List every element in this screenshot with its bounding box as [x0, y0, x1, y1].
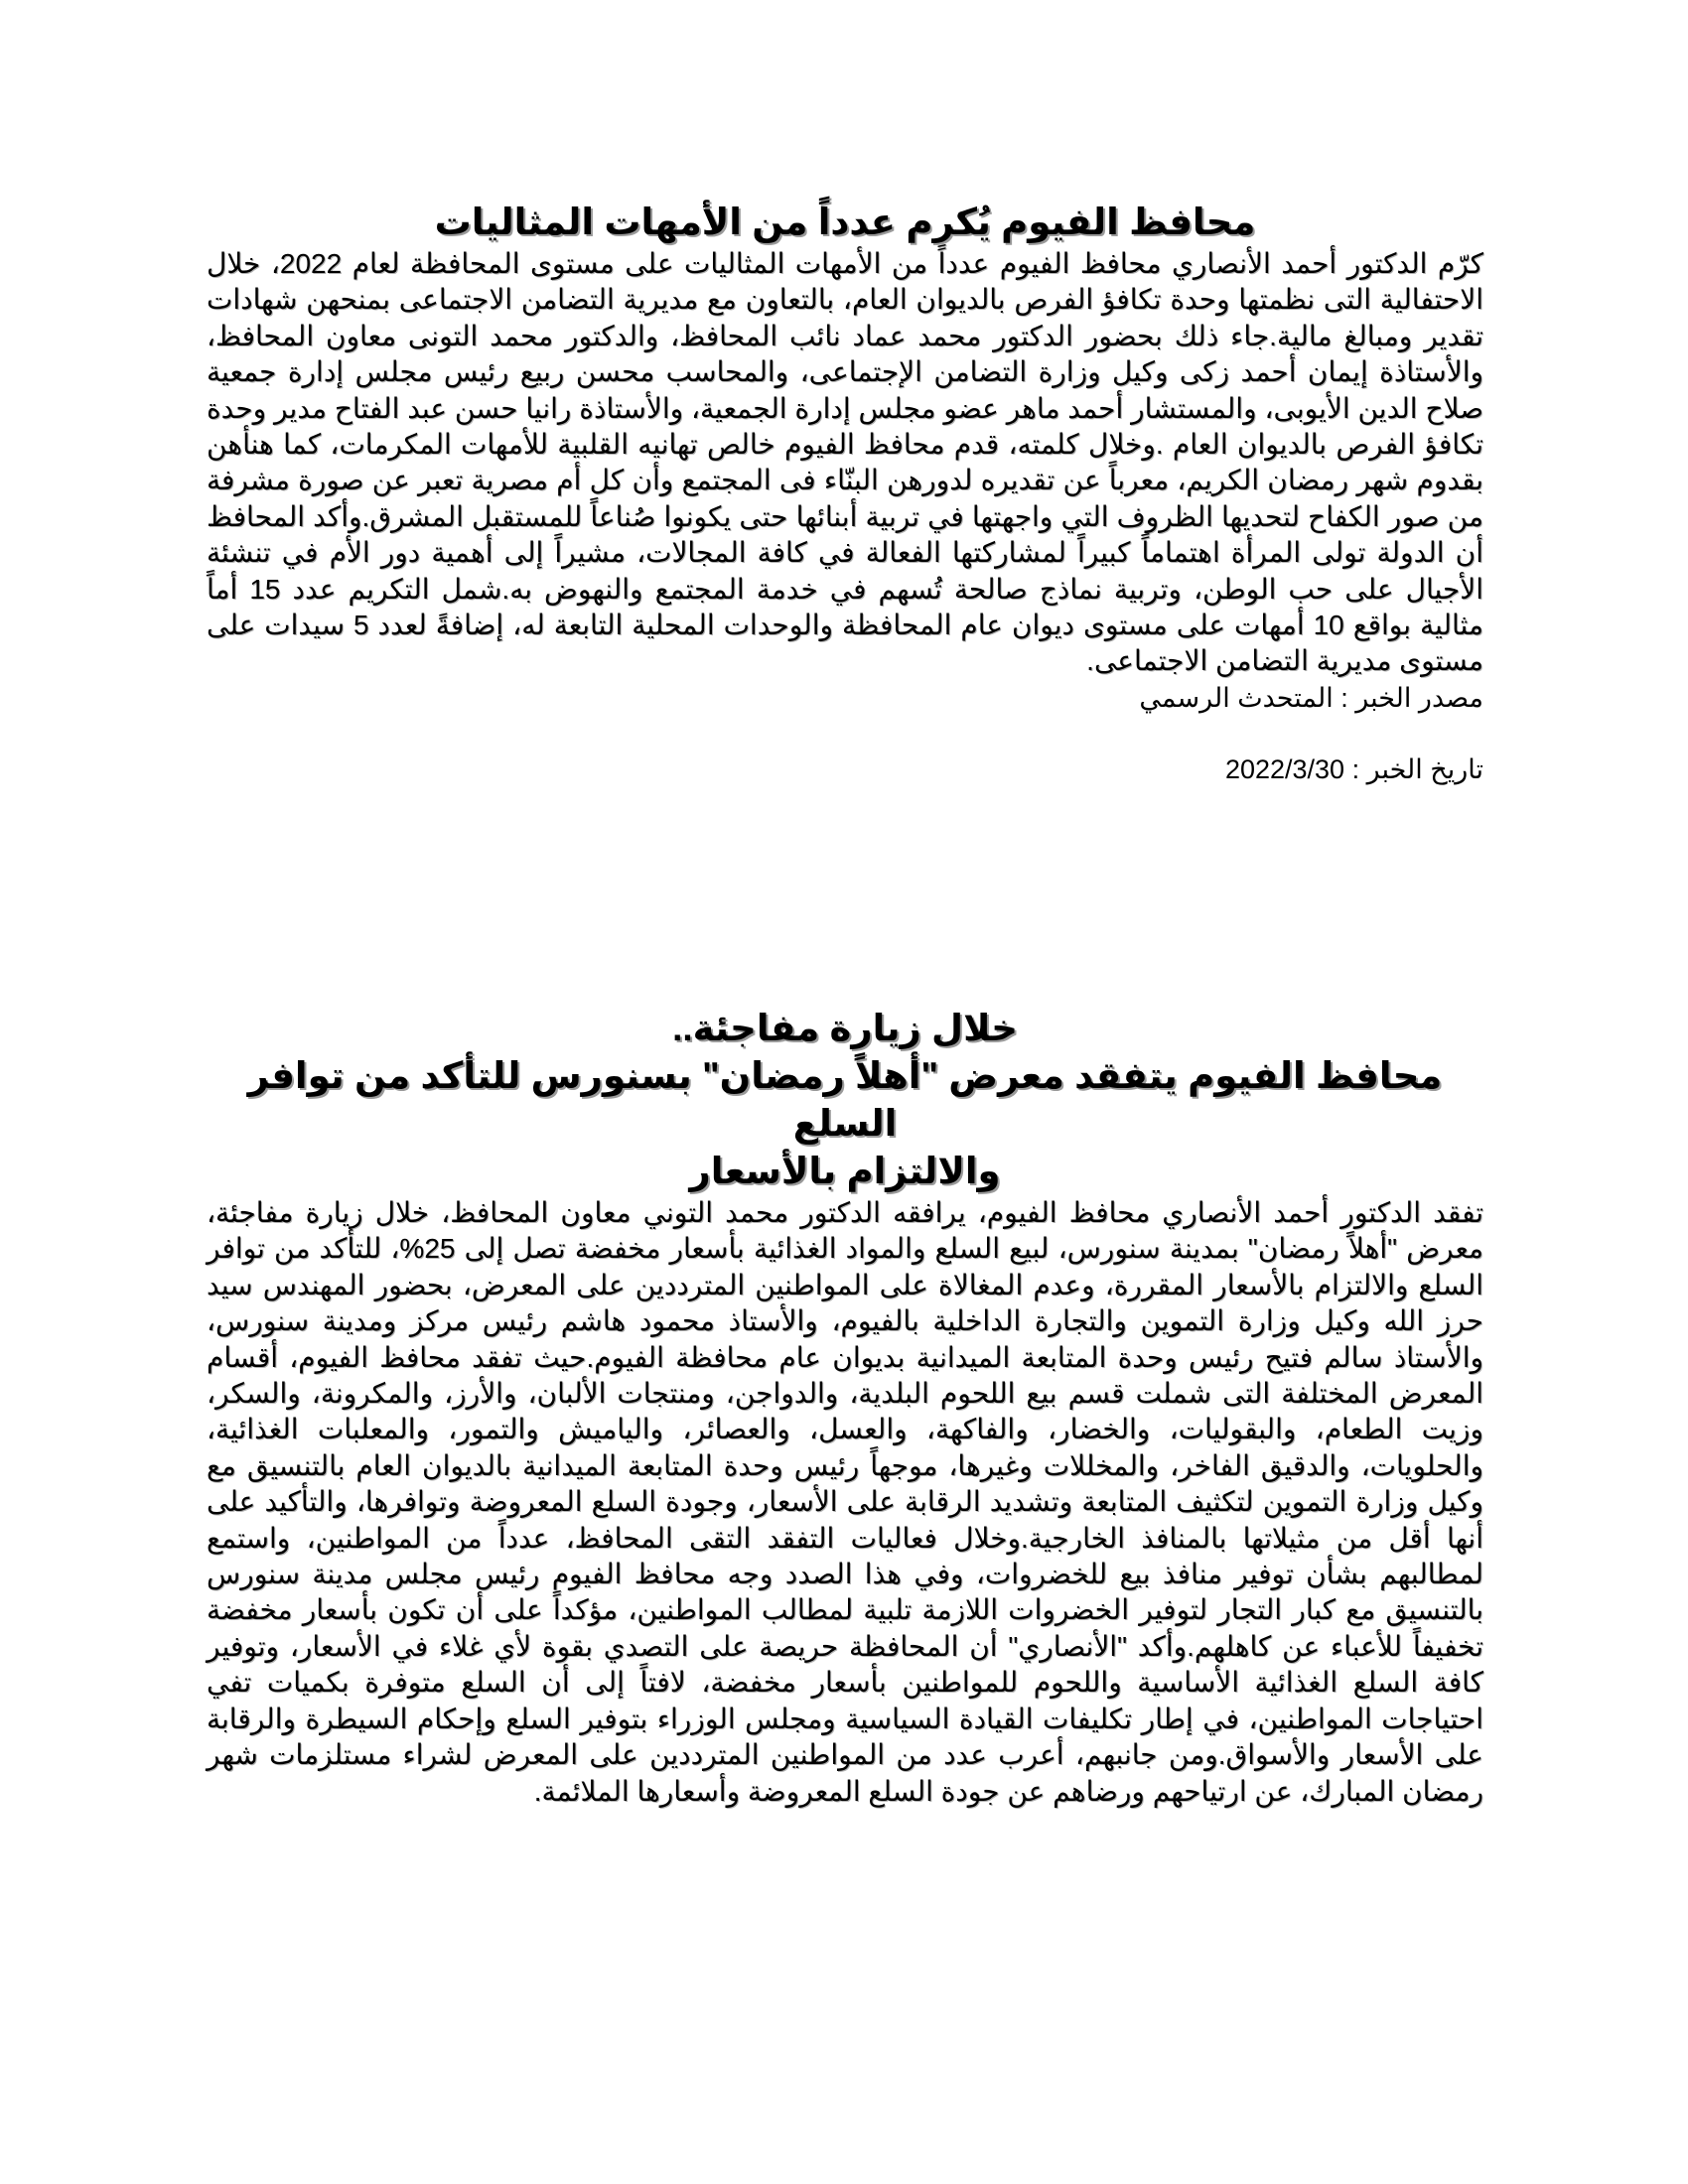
article-body: كرّم الدكتور أحمد الأنصاري محافظ الفيوم عدداً من الأمهات المثاليات على مستوى المحافظة لعام 2022، خلال الاحتفالية التى نظمتها وحدة تكافؤ الفرص بالديوان العام، بالتعاون مع مديرية التضامن الاجتماعى بمنحهن شهادات تقدير ومبالغ مالية.جاء ذلك بحضور الدكتور محمد عماد نائب المحافظ، والدكتور محمد التونى معاون المحافظ، والأستاذة إيمان أحمد زكى وكيل وزارة التضامن الإجتماعى، والمحاسب محسن ربيع رئيس مجلس إدارة جمعية صلاح الدين الأيوبى، والمستشار أحمد ماهر عضو مجلس إدارة الجمعية، والأستاذة رانيا حسن عبد الفتاح مدير وحدة تكافؤ الفرص بالديوان العام .وخلال كلمته، قدم محافظ الفيوم خالص تهانيه القلبية للأمهات المكرمات، كما هنأهن بقدوم شهر رمضان الكريم، معرباً عن تقديره لدورهن البنّاء فى المجتمع وأن كل أم مصرية تعبر عن صورة مشرفة من صور الكفاح لتحديها الظروف التي واجهتها في تربية أبنائها حتى يكونوا صُناعاً للمستقبل المشرق.وأكد المحافظ أن الدولة تولى المرأة اهتماماً كبيراً لمشاركتها الفعالة في كافة المجالات، مشيراً إلى أهمية دور الأم في تنشئة الأجيال على حب الوطن، وتربية نماذج صالحة تُسهم في خدمة المجتمع والنهوض به.شمل التكريم عدد 15 أماً مثالية بواقع 10 أمهات على مستوى ديوان عام المحافظة والوحدات المحلية التابعة له، إضافةً لعدد 5 سيدات على مستوى مديرية التضامن الاجتماعى.	[207, 248, 1483, 677]
article-title	[207, 199, 1483, 246]
news-date: تاريخ الخبر : 2022/3/30	[1224, 753, 1483, 784]
article-title	[207, 1005, 1483, 1195]
title-kicker: خلال زيارة مفاجئة..	[672, 1008, 1018, 1048]
title-line: والالتزام بالأسعار	[689, 1151, 1001, 1191]
article-mothers-honoring	[207, 199, 1483, 787]
article-ramadan-exhibition	[207, 1005, 1483, 1810]
title-line: محافظ الفيوم يُكرم عدداً من الأمهات المثاليات	[434, 202, 1256, 242]
title-line: محافظ الفيوم يتفقد معرض "أهلاً رمضان" بسنورس للتأكد من توافر السلع	[247, 1055, 1443, 1144]
spacer	[207, 716, 1483, 751]
article-body: تفقد الدكتور أحمد الأنصاري محافظ الفيوم، يرافقه الدكتور محمد التوني معاون المحافظ، خلال زيارة مفاجئة، معرض "أهلاً رمضان" بمدينة سنورس، لبيع السلع والمواد الغذائية بأسعار مخفضة تصل إلى 25%، للتأكد من توافر السلع والالتزام بالأسعار المقررة، وعدم المغالاة على المواطنين المترددين على المعرض، بحضور المهندس سيد حرز الله وكيل وزارة التموين والتجارة الداخلية بالفيوم، والأستاذ محمود هاشم رئيس مركز ومدينة سنورس، والأستاذ سالم فتيح رئيس وحدة المتابعة الميدانية بديوان عام محافظة الفيوم.حيث تفقد محافظ الفيوم، أقسام المعرض المختلفة التى شملت قسم بيع اللحوم البلدية، والدواجن، ومنتجات الألبان، والأرز، والمكرونة، والسكر، وزيت الطعام، والبقوليات، والخضار، والفاكهة، والعسل، والعصائر، والياميش والتمور، والمعلبات الغذائية، والحلويات، والدقيق الفاخر، والمخللات وغيرها، موجهاً رئيس وحدة المتابعة الميدانية بالديوان العام بالتنسيق مع وكيل وزارة التموين لتكثيف المتابعة وتشديد الرقابة على الأسعار، وجودة السلع المعروضة وتوافرها، والتأكيد على أنها أقل من مثيلاتها بالمنافذ الخارجية.وخلال فعاليات التفقد التقى المحافظ، عدداً من المواطنين، واستمع لمطالبهم بشأن توفير منافذ بيع للخضروات، وفي هذا الصدد وجه محافظ الفيوم رئيس مجلس مدينة سنورس بالتنسيق مع كبار التجار لتوفير الخضروات اللازمة تلبية لمطالب المواطنين، مؤكداً على أن تكون بأسعار مخفضة تخفيفاً للأعباء عن كاهلهم.وأكد "الأنصاري" أن المحافظة حريصة على التصدي بقوة لأي غلاء في الأسعار، وتوفير كافة السلع الغذائية الأساسية واللحوم للمواطنين بأسعار مخفضة، لافتاً إلى أن السلع متوفرة بكميات تفي احتياجات المواطنين، في إطار تكليفات القيادة السياسية ومجلس الوزراء بتوفير السلع وإحكام السيطرة والرقابة على الأسعار والأسواق.ومن جانبهم، أعرب عدد من المواطنين المترددين على المعرض لشراء مستلزمات شهر رمضان المبارك، عن ارتياحهم ورضاهم عن جودة السلع المعروضة وأسعارها الملائمة.	[207, 1197, 1484, 1807]
news-source: مصدر الخبر : المتحدث الرسمي	[1139, 682, 1483, 713]
